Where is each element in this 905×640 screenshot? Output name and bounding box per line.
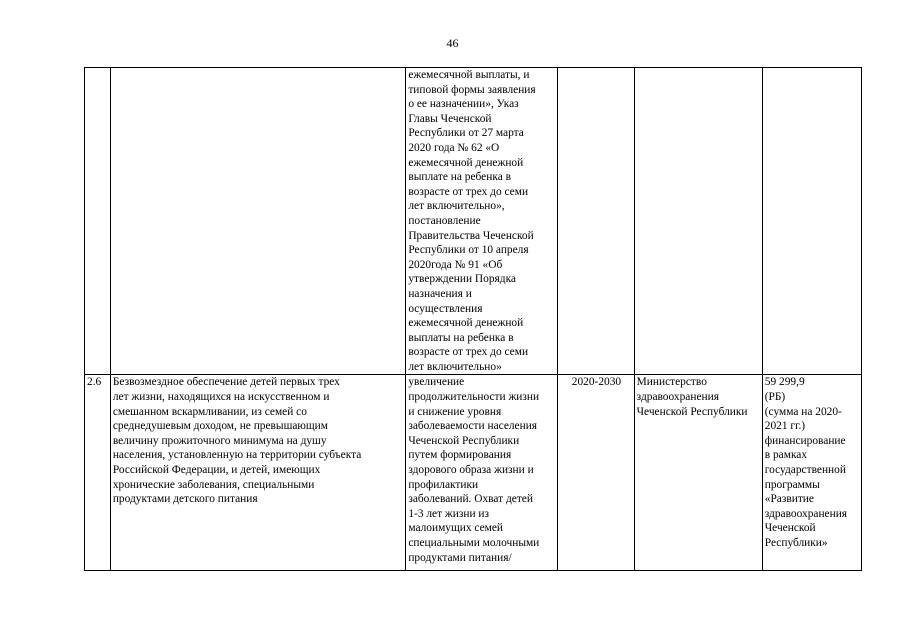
text-line: типовой формы заявления <box>408 83 536 96</box>
text-line: Министерство <box>636 376 707 389</box>
cell-funding <box>762 375 861 571</box>
text-line: профилактики <box>408 478 479 491</box>
cell-period <box>558 68 634 375</box>
text-line: величину прожиточного минимума на душу <box>112 434 327 447</box>
cell-number: 2.6 <box>85 375 111 571</box>
text-line: Республики от 10 апреля <box>408 244 529 257</box>
text-line: продуктами детского питания <box>112 493 258 506</box>
text-line: заболеваний. Охват детей <box>408 493 533 506</box>
text-line: (сумма на 2020- <box>764 405 842 418</box>
text-line: Безвозмездное обеспечение детей первых трех <box>112 376 340 389</box>
program-table <box>84 67 862 571</box>
text-line: назначения и <box>408 287 472 300</box>
cell-description <box>110 68 406 375</box>
text-line: Российской Федерации, и детей, имеющих <box>112 464 321 477</box>
text-line: ежемесячной денежной <box>408 156 524 169</box>
text-line: выплате на ребенка в <box>408 171 511 184</box>
text-line: возрасте от трех до семи <box>408 346 529 359</box>
text-line: постановление <box>408 214 481 227</box>
text-line: утверждении Порядка <box>408 273 516 286</box>
text-line: хронические заболевания, специальными <box>112 478 315 491</box>
cell-executor <box>634 68 762 375</box>
text-line: лет включительно» <box>408 360 502 373</box>
text-line: возрасте от трех до семи <box>408 185 529 198</box>
text-line: здравоохранения <box>636 391 719 404</box>
text-line: населения, установленную на территории субъекта <box>112 449 362 462</box>
text-line: в рамках <box>764 449 808 462</box>
text-line: здорового образа жизни и <box>408 464 534 477</box>
text-line: путем формирования <box>408 449 512 462</box>
text-line: продуктами питания/ <box>408 551 512 564</box>
cell-result <box>406 375 558 571</box>
text-line: увеличение <box>408 376 465 389</box>
text-line: 59 299,9 <box>764 376 805 389</box>
text-line: малоимущих семей <box>408 522 504 535</box>
text-line: Республики» <box>764 537 828 549</box>
text-line: Главы Чеченской <box>408 112 492 125</box>
text-line: 2021 гг.) <box>764 420 806 433</box>
text-line: Чеченской Республики <box>408 434 520 447</box>
text-line: специальными молочными <box>408 537 540 549</box>
table-row <box>85 375 862 571</box>
cell-funding <box>762 68 861 375</box>
text-line: программы <box>764 478 820 491</box>
text-line: продолжительности жизни <box>408 391 540 404</box>
text-line: смешанном вскармливании, из семей со <box>112 405 307 418</box>
text-line: выплаты на ребенка в <box>408 331 514 344</box>
text-line: «Развитие <box>764 493 814 506</box>
text-line: о ее назначении», Указ <box>408 98 519 111</box>
text-line: ежемесячной денежной <box>408 317 524 330</box>
text-line: Чеченской Республики <box>636 405 748 418</box>
text-line: и снижение уровня <box>408 405 502 418</box>
text-line: финансирование <box>764 434 846 447</box>
page-number: 46 <box>446 36 459 50</box>
text-line: Чеченской <box>764 522 816 535</box>
text-line: лет включительно», <box>408 200 505 213</box>
text-line: 2020 года № 62 «О <box>408 141 500 154</box>
text-line: заболеваемости населения <box>408 420 538 433</box>
text-line: Республики от 27 марта <box>408 127 524 140</box>
cell-description <box>110 375 406 571</box>
text-line: 1-3 лет жизни из <box>408 507 490 520</box>
cell-number <box>85 68 111 375</box>
table-row <box>85 68 862 375</box>
text-line: государственной <box>764 464 846 477</box>
cell-executor <box>634 375 762 571</box>
text-line: среднедушевым доходом, не превышающим <box>112 420 328 433</box>
text-line: осуществления <box>408 302 483 315</box>
cell-period: 2020-2030 <box>558 375 634 571</box>
text-line: Правительства Чеченской <box>408 229 534 242</box>
text-line: здравоохранения <box>764 507 848 520</box>
text-line: ежемесячной выплаты, и <box>408 69 530 81</box>
text-line: 2020года № 91 «Об <box>408 258 503 271</box>
cell-result <box>406 68 558 375</box>
text-line: (РБ) <box>764 391 786 404</box>
text-line: лет жизни, находящихся на искусственном и <box>112 391 330 404</box>
